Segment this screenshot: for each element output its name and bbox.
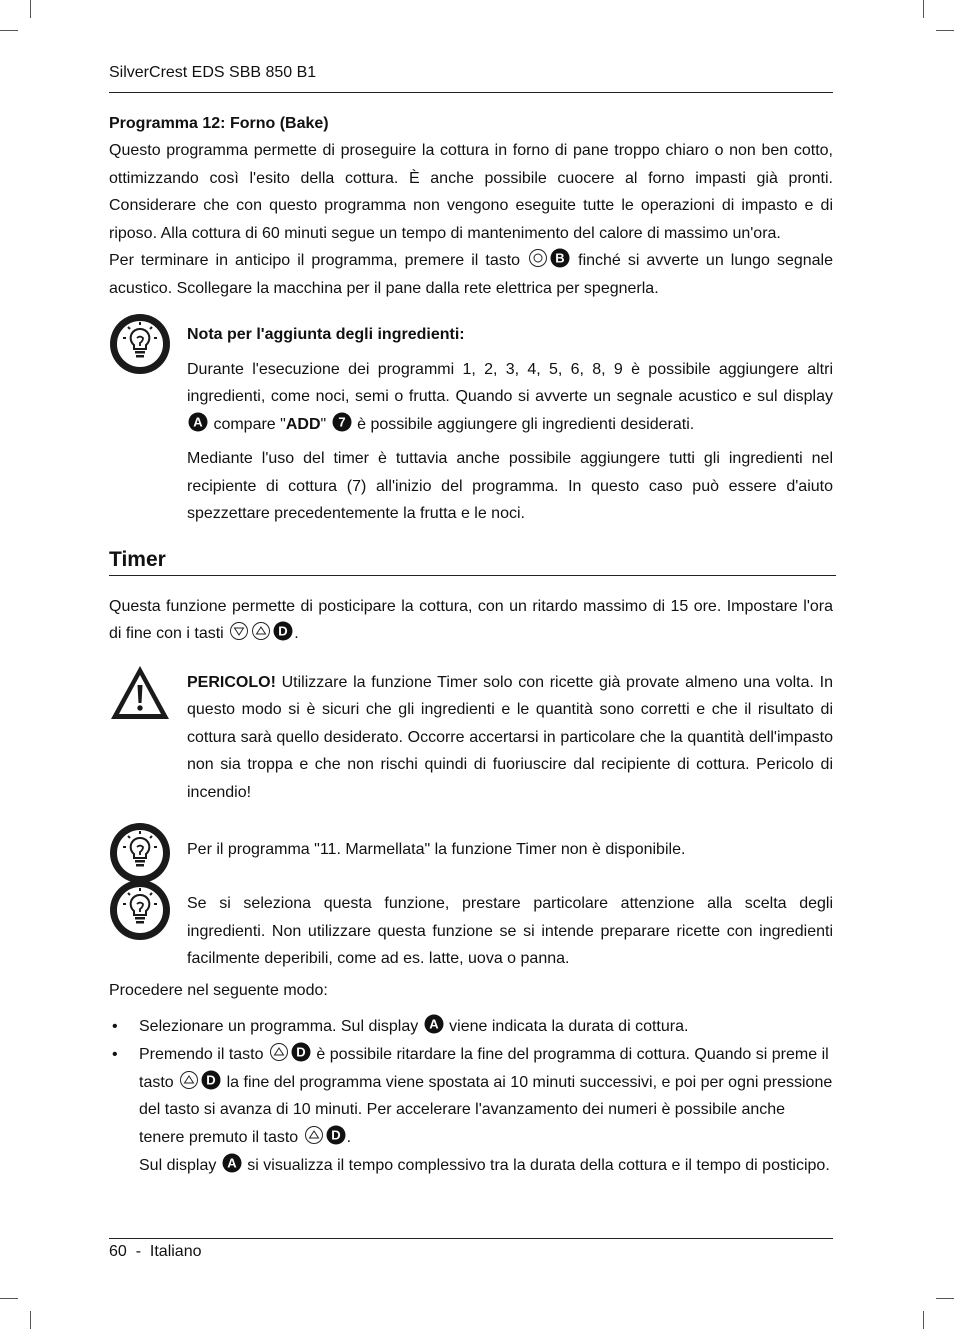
danger-warning [109,669,833,807]
crop-mark [30,1311,31,1329]
label-d-icon [291,1042,311,1062]
arrow-down-button-icon [229,621,249,641]
display-a-icon [424,1014,444,1034]
arrow-up-button-icon [179,1070,199,1090]
page-header [109,62,833,93]
svg-text:D: D [278,623,288,639]
header-title: SilverCrest EDS SBB 850 B1 [109,64,317,81]
svg-text:A: A [227,1155,237,1171]
timer-intro: Questa funzione permette di posticipare la cottura, con un ritardo massimo di 15 ore. Impostare l'ora di fine con i tasti D . [109,597,833,642]
crop-mark [0,30,18,31]
arrow-up-button-icon [304,1125,324,1145]
program12-paragraph: Questo programma permette di proseguire la cottura in forno di pane troppo chiaro o non ben cotto, ottimizzando così l'esito della cottura. È anche possibile cuocere al forno impasti già pronti. Considerare che con questo programma non vengono eseguite tutte le operazioni di impasto e di riposo. Alla cottura di 60 minuti segue un tempo di mantenimento del calore di massimo un'ora. [109,142,833,242]
lightbulb-icon [109,313,171,375]
label-7-icon [332,412,352,432]
lightbulb-icon [109,879,171,941]
svg-text:D: D [330,1127,341,1143]
crop-mark [30,0,31,18]
note-marmalade [109,834,833,890]
note-perishable [109,890,833,973]
note-perishable-text: Se si seleziona questa funzione, prestare particolare attenzione alla scelta degli ingredienti. Non utilizzare questa funzione se si intende preparare ricette con ingredienti facilmente deperibili, come ad es. latte, uova o panna. [187,895,833,967]
svg-text:D: D [296,1044,306,1060]
note-ingredients-paragraph-2: Mediante l'uso del timer è tuttavia anche possibile aggiungere tutti gli ingredienti nel recipiente di cottura (7) all'inizio del programma. In questo caso può essere d'aiuto spezzettare precedentemente la frutta e le noci. [187,450,833,522]
danger-paragraph: PERICOLO! Utilizzare la funzione Timer solo con ricette già provate almeno una volta. In questo modo si è sicuri che gli ingredienti e le quantità sono corretti e che il risultato di cottura sarà quello desiderato. Occorre accertarsi in particolare che la quantità dell'impasto non sia troppa e che non rischi quindi di fuoriuscire dal recipiente di cottura. Pericolo di incendio! [187,673,833,801]
list-item: • Premendo il tasto D è possibile ritardare la fine del programma di cottura. Quando si preme il tasto D la fine del programma viene spostata ai 10 minuti successivi, e poi per ogni pressione del tasto si avanza di 10 minuti. Per accelerare l'avanzamento dei numeri è possibile anche tenere premuto il tasto D . Sul display A si visualizza il tempo complessivo tra la durata della cottura e il tempo di posticipo. [109,1041,833,1180]
program12-title: Programma 12: Forno (Bake) [109,115,329,132]
procedure-intro: Procedere nel seguente modo: [109,981,328,999]
display-a-icon [188,412,208,432]
warning-triangle-icon [109,663,171,725]
list-item: • Selezionare un programma. Sul display A viene indicata la durata di cottura. [109,1013,833,1041]
display-a-icon [222,1153,242,1173]
timer-heading: Timer [109,548,836,576]
arrow-up-button-icon [251,621,271,641]
svg-text:B: B [555,250,565,266]
crop-mark [0,1298,18,1299]
start-stop-button-icon [528,248,548,268]
arrow-up-button-icon [269,1042,289,1062]
label-d-icon [326,1125,346,1145]
svg-text:A: A [193,414,203,429]
label-d-icon [273,621,293,641]
procedure-list [109,1013,833,1180]
program12-stop-paragraph: Per terminare in anticipo il programma, premere il tasto B finché si avverte un lungo segnale acustico. Scollegare la macchina per il pane dalla rete elettrica per spegnerla. [109,247,833,302]
label-d-icon [201,1070,221,1090]
svg-text:D: D [206,1072,216,1088]
label-b-icon [550,248,570,268]
note-ingredients-title: Nota per l'aggiunta degli ingredienti: [187,326,465,343]
note-ingredients [109,321,833,528]
note-ingredients-paragraph: Durante l'esecuzione dei programmi 1, 2, 3, 4, 5, 6, 8, 9 è possibile aggiungere altri ingredienti, come noci, semi o frutta. Quando si avverte un segnale acustico e sul display A compare "ADD" 7 è possibile aggiungere gli ingredienti desiderati. [187,360,833,433]
svg-text:A: A [429,1016,439,1032]
lightbulb-icon [109,822,171,884]
note-marmalade-text: Per il programma "11. Marmellata" la funzione Timer non è disponibile. [187,841,686,858]
crop-mark [936,1298,954,1299]
page-content [109,110,833,1180]
page-number: 60 - Italiano [109,1243,202,1260]
crop-mark [923,1311,924,1329]
crop-mark [936,30,954,31]
crop-mark [923,0,924,18]
svg-text:7: 7 [338,414,346,429]
page-footer [109,1238,833,1260]
